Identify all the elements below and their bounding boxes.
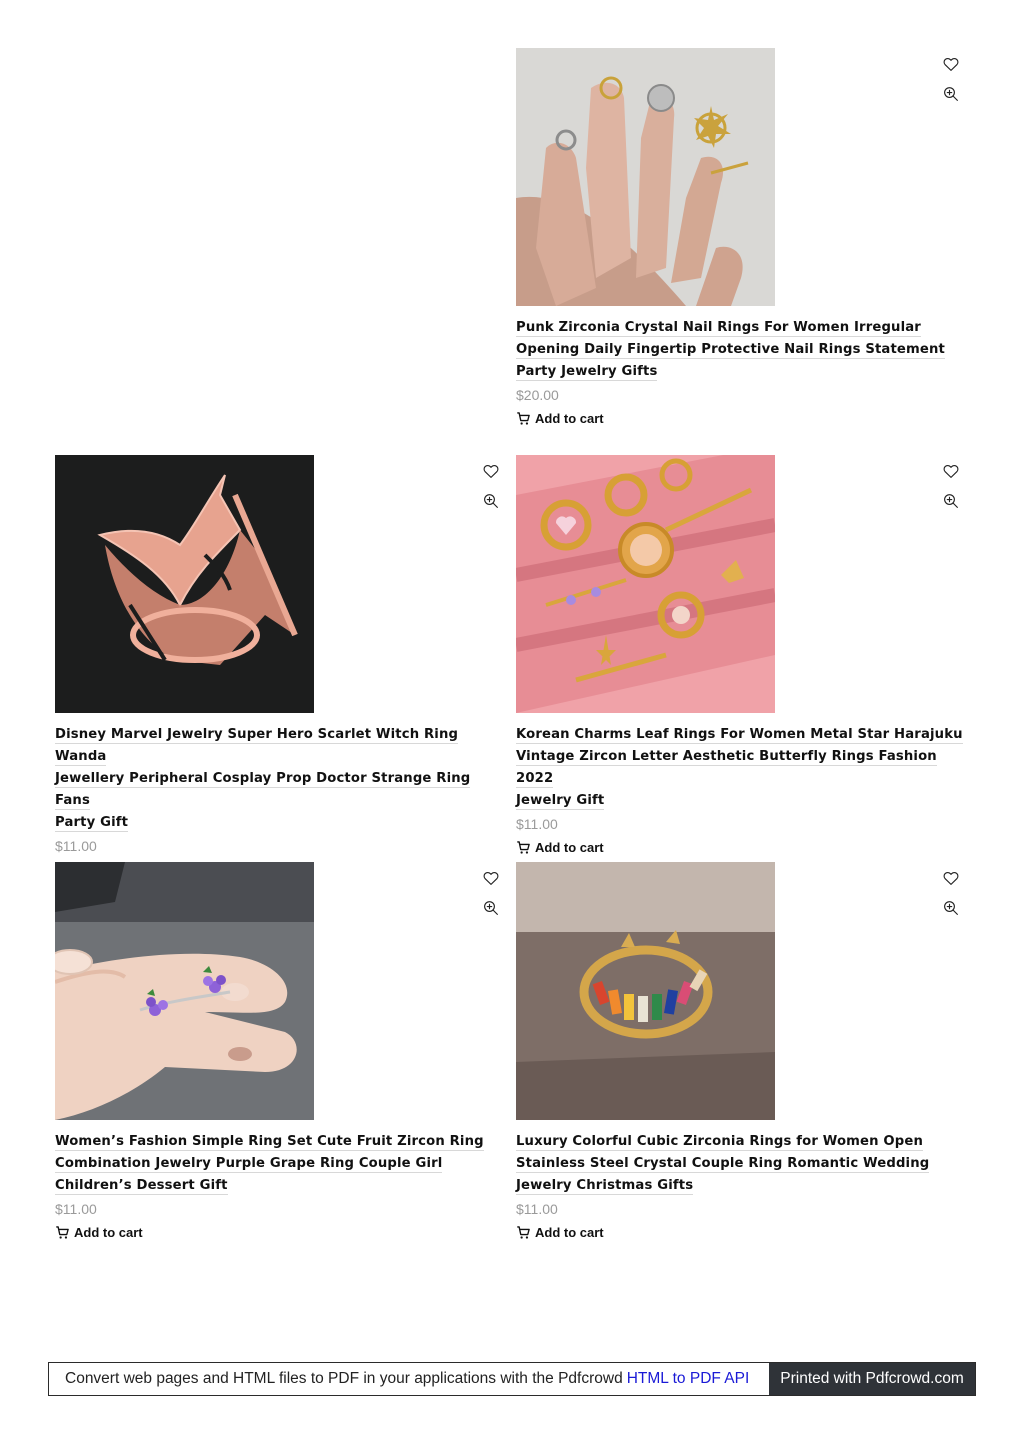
product-title[interactable] — [55, 1131, 503, 1197]
product-actions — [942, 462, 960, 522]
product-image[interactable] — [55, 862, 314, 1120]
zoom-in-icon[interactable] — [482, 899, 500, 917]
product-title-line[interactable]: Jewellery Peripheral Cosplay Prop Doctor Strange Ring Fans — [55, 771, 471, 808]
add-to-cart-button[interactable] — [516, 411, 964, 426]
product-title-line[interactable]: Women’s Fashion Simple Ring Set Cute Fruit Zircon Ring — [55, 1134, 484, 1149]
product-card — [516, 48, 964, 426]
zoom-in-icon[interactable] — [942, 899, 960, 917]
cart-icon — [516, 411, 531, 426]
product-price: $11.00 — [55, 838, 97, 854]
product-image[interactable] — [516, 455, 775, 713]
zoom-in-icon[interactable] — [942, 85, 960, 103]
printed-with-badge[interactable]: Printed with Pdfcrowd.com — [769, 1363, 975, 1395]
heart-icon[interactable] — [942, 462, 960, 480]
product-card — [55, 455, 503, 877]
product-title[interactable] — [516, 1131, 964, 1197]
product-title-line[interactable]: Disney Marvel Jewelry Super Hero Scarlet Witch Ring Wanda — [55, 727, 459, 764]
product-title-line[interactable]: Opening Daily Fingertip Protective Nail Rings Statement — [516, 342, 945, 357]
product-card — [516, 455, 964, 855]
product-title-line[interactable]: Punk Zirconia Crystal Nail Rings For Women Irregular — [516, 320, 921, 335]
product-title-line[interactable]: Vintage Zircon Letter Aesthetic Butterfly Rings Fashion 2022 — [516, 749, 937, 786]
product-price: $20.00 — [516, 387, 559, 403]
product-price: $11.00 — [516, 816, 558, 832]
product-title-line[interactable]: Luxury Colorful Cubic Zirconia Rings for Women Open — [516, 1134, 924, 1149]
heart-icon[interactable] — [942, 55, 960, 73]
add-to-cart-label: Add to cart — [535, 411, 604, 426]
product-title-line[interactable]: Children’s Dessert Gift — [55, 1178, 228, 1193]
product-actions — [482, 869, 500, 929]
product-title-line[interactable]: Party Jewelry Gifts — [516, 364, 658, 379]
product-title-line[interactable]: Combination Jewelry Purple Grape Ring Couple Girl — [55, 1156, 443, 1171]
product-card — [516, 862, 964, 1240]
banner-message — [49, 1363, 769, 1395]
product-title-line[interactable]: Jewelry Christmas Gifts — [516, 1178, 694, 1193]
product-image[interactable] — [55, 455, 314, 713]
product-title-line[interactable]: Jewelry Gift — [516, 793, 605, 808]
product-title[interactable] — [516, 724, 964, 812]
zoom-in-icon[interactable] — [942, 492, 960, 510]
zoom-in-icon[interactable] — [482, 492, 500, 510]
product-title[interactable] — [516, 317, 964, 383]
add-to-cart-label: Add to cart — [74, 1225, 143, 1240]
add-to-cart-button[interactable] — [516, 840, 964, 855]
product-title[interactable] — [55, 724, 503, 834]
product-title-line[interactable]: Korean Charms Leaf Rings For Women Metal Star Harajuku — [516, 727, 963, 742]
cart-icon — [516, 1225, 531, 1240]
heart-icon[interactable] — [942, 869, 960, 887]
product-price: $11.00 — [516, 1201, 558, 1217]
add-to-cart-label: Add to cart — [535, 1225, 604, 1240]
heart-icon[interactable] — [482, 462, 500, 480]
product-price: $11.00 — [55, 1201, 97, 1217]
html-to-pdf-api-link[interactable]: HTML to PDF API — [626, 1370, 750, 1387]
add-to-cart-label: Add to cart — [535, 840, 604, 855]
product-actions — [942, 869, 960, 929]
product-image[interactable] — [516, 48, 775, 306]
add-to-cart-button[interactable] — [516, 1225, 964, 1240]
pdfcrowd-banner — [48, 1362, 976, 1396]
product-actions — [482, 462, 500, 522]
add-to-cart-button[interactable] — [55, 1225, 503, 1240]
product-actions — [942, 55, 960, 115]
product-title-line[interactable]: Party Gift — [55, 815, 129, 830]
banner-text: Convert web pages and HTML files to PDF in your applications with the Pdfcrowd — [65, 1370, 623, 1387]
product-title-line[interactable]: Stainless Steel Crystal Couple Ring Romantic Wedding — [516, 1156, 930, 1171]
cart-icon — [55, 1225, 70, 1240]
heart-icon[interactable] — [482, 869, 500, 887]
product-card — [55, 862, 503, 1240]
cart-icon — [516, 840, 531, 855]
product-image[interactable] — [516, 862, 775, 1120]
